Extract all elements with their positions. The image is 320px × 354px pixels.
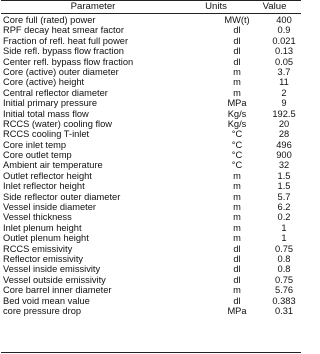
row-value-text: 496 bbox=[276, 139, 292, 150]
table-row bbox=[0, 296, 303, 306]
table-row bbox=[0, 223, 303, 233]
row-units-text: dl bbox=[233, 56, 241, 67]
row-value-text: 5.76 bbox=[274, 285, 294, 296]
row-parameter: Ambient air temperature bbox=[3, 160, 103, 171]
row-parameter: core pressure drop bbox=[3, 305, 82, 316]
row-units-text: dl bbox=[233, 253, 241, 264]
table-row bbox=[0, 233, 303, 243]
table-row bbox=[0, 119, 303, 129]
row-value-text: 0.13 bbox=[274, 46, 294, 57]
row-parameter: Core barrel inner diameter bbox=[3, 285, 112, 296]
row-value-text: 1 bbox=[281, 222, 287, 233]
table-row bbox=[0, 150, 303, 160]
table-row bbox=[0, 15, 303, 25]
row-units-text: °C bbox=[231, 160, 243, 171]
row-units-text: dl bbox=[233, 243, 241, 254]
row-units-text: m bbox=[233, 181, 241, 192]
row-value-text: 1.5 bbox=[277, 170, 291, 181]
table-row bbox=[0, 36, 303, 46]
row-units-text: dl bbox=[233, 25, 241, 36]
table-row bbox=[0, 129, 303, 139]
row-parameter: Center refl. bypass flow fraction bbox=[3, 56, 134, 67]
row-units-text: dl bbox=[233, 264, 241, 275]
row-value-text: 2 bbox=[281, 87, 287, 98]
row-units-text: m bbox=[233, 202, 241, 213]
table-bottom-rule bbox=[1, 352, 301, 353]
row-parameter: Vessel thickness bbox=[3, 212, 72, 223]
row-value-text: 0.05 bbox=[274, 56, 294, 67]
row-value-text: 0.75 bbox=[274, 274, 294, 285]
row-parameter: RCCS cooling T-inlet bbox=[3, 129, 90, 140]
row-parameter: RPF decay heat smear factor bbox=[3, 25, 124, 36]
row-parameter: Core (active) outer diameter bbox=[3, 66, 119, 77]
table-row bbox=[0, 254, 303, 264]
row-value-text: 0.2 bbox=[277, 212, 291, 223]
table-row bbox=[0, 67, 303, 77]
row-parameter: Central reflector diameter bbox=[3, 87, 108, 98]
row-parameter: Outlet reflector height bbox=[3, 170, 92, 181]
row-parameter: Core full (rated) power bbox=[3, 15, 96, 25]
row-parameter: Vessel inside diameter bbox=[3, 202, 97, 213]
row-units-text: m bbox=[233, 191, 241, 202]
row-value-text: 28 bbox=[278, 129, 290, 140]
row-parameter: Fraction of refl. heat full power bbox=[3, 35, 129, 46]
table-row bbox=[0, 275, 303, 285]
table-row bbox=[0, 285, 303, 295]
table-row bbox=[0, 212, 303, 222]
row-units-text: m bbox=[233, 170, 241, 181]
row-parameter: Outlet plenum height bbox=[3, 233, 89, 244]
row-units-text: m bbox=[233, 233, 241, 244]
row-units-text: dl bbox=[233, 274, 241, 285]
table-row bbox=[0, 171, 303, 181]
table-row bbox=[0, 181, 303, 191]
row-value-text: 5.7 bbox=[277, 191, 291, 202]
row-value-text: 900 bbox=[276, 150, 292, 161]
row-units-text: Kg/s bbox=[227, 108, 247, 119]
row-value-text: 11 bbox=[279, 77, 289, 88]
row-units-text: m bbox=[233, 66, 241, 77]
row-parameter: Core (active) height bbox=[3, 77, 85, 88]
header-units: Units bbox=[205, 1, 227, 12]
table-row bbox=[0, 140, 303, 150]
row-parameter: Core outlet temp bbox=[3, 150, 72, 161]
row-value-text: 0.383 bbox=[272, 295, 296, 306]
table-row bbox=[0, 160, 303, 170]
row-units-text: m bbox=[233, 212, 241, 223]
table-row bbox=[0, 244, 303, 254]
table-row bbox=[0, 98, 303, 108]
row-parameter: Vessel inside emissivity bbox=[3, 264, 101, 275]
row-units-text: MW(t) bbox=[224, 15, 250, 25]
row-parameter: Inlet reflector height bbox=[3, 181, 85, 192]
row-parameter: Inlet plenum height bbox=[3, 222, 82, 233]
row-units-text: °C bbox=[231, 150, 243, 161]
row-units-text: m bbox=[233, 222, 241, 233]
row-value-text: 192.5 bbox=[272, 108, 296, 119]
row-units-text: °C bbox=[231, 129, 243, 140]
row-units-text: dl bbox=[233, 35, 241, 46]
table-row bbox=[0, 57, 303, 67]
table-row bbox=[0, 306, 303, 316]
table-row bbox=[0, 264, 303, 274]
row-value-text: 400 bbox=[276, 15, 292, 25]
row-parameter: RCCS (water) cooling flow bbox=[3, 118, 113, 129]
table-body bbox=[0, 15, 303, 316]
row-parameter: Core inlet temp bbox=[3, 139, 67, 150]
row-parameter: Initial total mass flow bbox=[3, 108, 89, 119]
row-parameter: Vessel outside emissivity bbox=[3, 274, 106, 285]
row-value-text: 6.2 bbox=[277, 202, 291, 213]
row-value-text: 20 bbox=[278, 118, 290, 129]
row-parameter: Reflector emissivity bbox=[3, 253, 84, 264]
row-value-text: 32 bbox=[278, 160, 290, 171]
row-parameter: Side reflector outer diameter bbox=[3, 191, 121, 202]
table-row bbox=[0, 25, 303, 35]
row-value-text: 0.31 bbox=[274, 305, 294, 316]
row-units-text: m bbox=[233, 87, 241, 98]
row-value-text: 0.8 bbox=[277, 264, 291, 275]
row-parameter: Initial primary pressure bbox=[3, 98, 98, 109]
row-parameter: RCCS emissivity bbox=[3, 243, 73, 254]
row-value-text: 0.75 bbox=[274, 243, 294, 254]
table-header-rule bbox=[1, 13, 301, 14]
row-parameter: Bed void mean value bbox=[3, 295, 90, 306]
table-row bbox=[0, 77, 303, 87]
table-row bbox=[0, 202, 303, 212]
table-row bbox=[0, 88, 303, 98]
row-value-text: 0.021 bbox=[272, 35, 296, 46]
table-header bbox=[0, 1, 303, 13]
row-parameter: Side refl. bypass flow fraction bbox=[3, 46, 124, 57]
row-units-text: MPa bbox=[227, 98, 247, 109]
row-value-text: 1.5 bbox=[277, 181, 291, 192]
header-parameter: Parameter bbox=[70, 1, 116, 12]
row-units-text: dl bbox=[233, 46, 241, 57]
header-value: Value bbox=[262, 1, 287, 12]
row-units-text: m bbox=[233, 285, 241, 296]
row-value-text: 0.8 bbox=[277, 253, 291, 264]
row-units-text: °C bbox=[231, 139, 243, 150]
row-units-text: Kg/s bbox=[227, 118, 247, 129]
row-value-text: 0.9 bbox=[277, 25, 291, 36]
row-value-text: 1 bbox=[281, 233, 287, 244]
table-row bbox=[0, 192, 303, 202]
row-units-text: m bbox=[233, 77, 241, 88]
row-units-text: MPa bbox=[227, 305, 247, 316]
row-units-text: dl bbox=[233, 295, 241, 306]
table-row bbox=[0, 109, 303, 119]
row-value-text: 9 bbox=[281, 98, 287, 109]
row-value-text: 3.7 bbox=[277, 66, 291, 77]
table-row bbox=[0, 46, 303, 56]
